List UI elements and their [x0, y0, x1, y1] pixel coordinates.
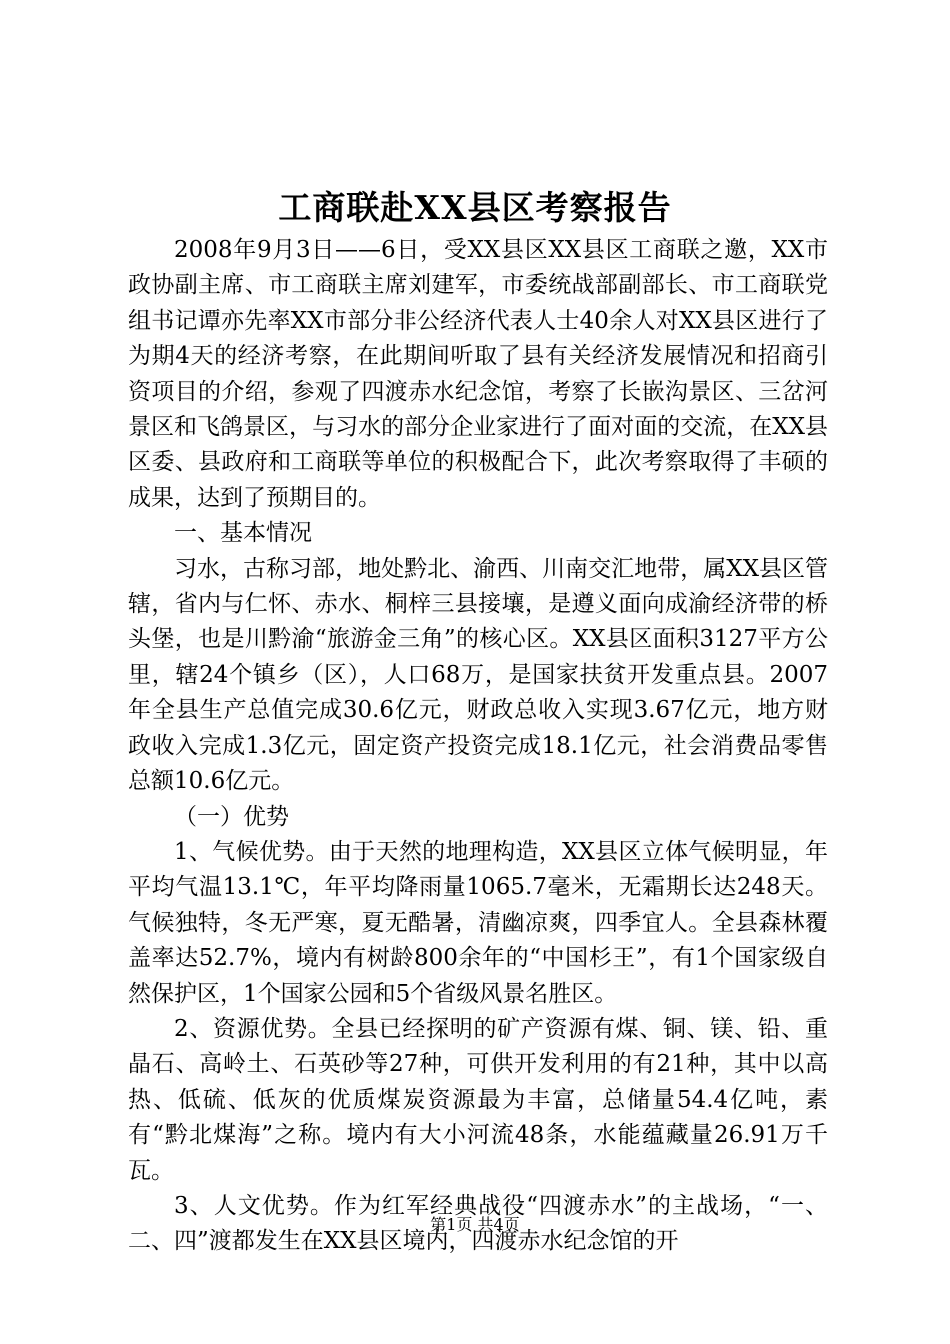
intro-paragraph: 2008年9月3日——6日，受XX县区XX县区工商联之邀，XX市政协副主席、市工商联主席刘建军，市委统战部副部长、市工商联党组书记谭亦先率XX市部分非公经济代表人士40余人对XX县区进行了为期4天的经济考察，在此期间听取了县有关经济发展情况和招商引资项目的介绍，参观了四渡赤水纪念馆，考察了长嵌沟景区、三岔河景区和飞鸽景区，与习水的部分企业家进行了面对面的交流，在XX县区委、县政府和工商联等单位的积极配合下，此次考察取得了丰硕的成果，达到了预期目的。 [128, 237, 828, 511]
subsection-heading-advantages: （一）优势 [174, 803, 289, 830]
page-footer: 第1页 共4页 [430, 1215, 520, 1234]
section-heading-basic-situation: 一、基本情况 [174, 520, 312, 547]
document-title: 工商联赴XX县区考察报告 [278, 188, 672, 227]
climate-advantage-paragraph: 1、气候优势。由于天然的地理构造，XX县区立体气候明显，年平均气温13.1℃，年平均降雨量1065.7毫米，无霜期长达248天。气候独特，冬无严寒，夏无酷暑，清幽凉爽，四季宜人。全县森林覆盖率达52.7%，境内有树龄800余年的“中国杉王”，有1个国家级自然保护区，1个国家公园和5个省级风景名胜区。 [128, 838, 828, 1007]
document-body [128, 233, 828, 1260]
resource-advantage-paragraph: 2、资源优势。全县已经探明的矿产资源有煤、铜、镁、铅、重晶石、高岭土、石英砂等27种，可供开发利用的有21种，其中以高热、低硫、低灰的优质煤炭资源最为丰富，总储量54.4亿吨，素有“黔北煤海”之称。境内有大小河流48条，水能蕴藏量26.91万千瓦。 [128, 1015, 828, 1184]
basic-situation-paragraph: 习水，古称习部，地处黔北、渝西、川南交汇地带，属XX县区管辖，省内与仁怀、赤水、桐梓三县接壤，是遵义面向成渝经济带的桥头堡，也是川黔渝“旅游金三角”的核心区。XX县区面积3127平方公里，辖24个镇乡（区），人口68万，是国家扶贫开发重点县。2007年全县生产总值完成30.6亿元，财政总收入实现3.67亿元，地方财政收入完成1.3亿元，固定资产投资完成18.1亿元，社会消费品零售总额10.6亿元。 [128, 555, 828, 795]
cultural-advantage-paragraph: 3、人文优势。作为红军经典战役“四渡赤水”的主战场，“一、二、四”渡都发生在XX县区境内，四渡赤水纪念馆的开 [128, 1192, 828, 1255]
